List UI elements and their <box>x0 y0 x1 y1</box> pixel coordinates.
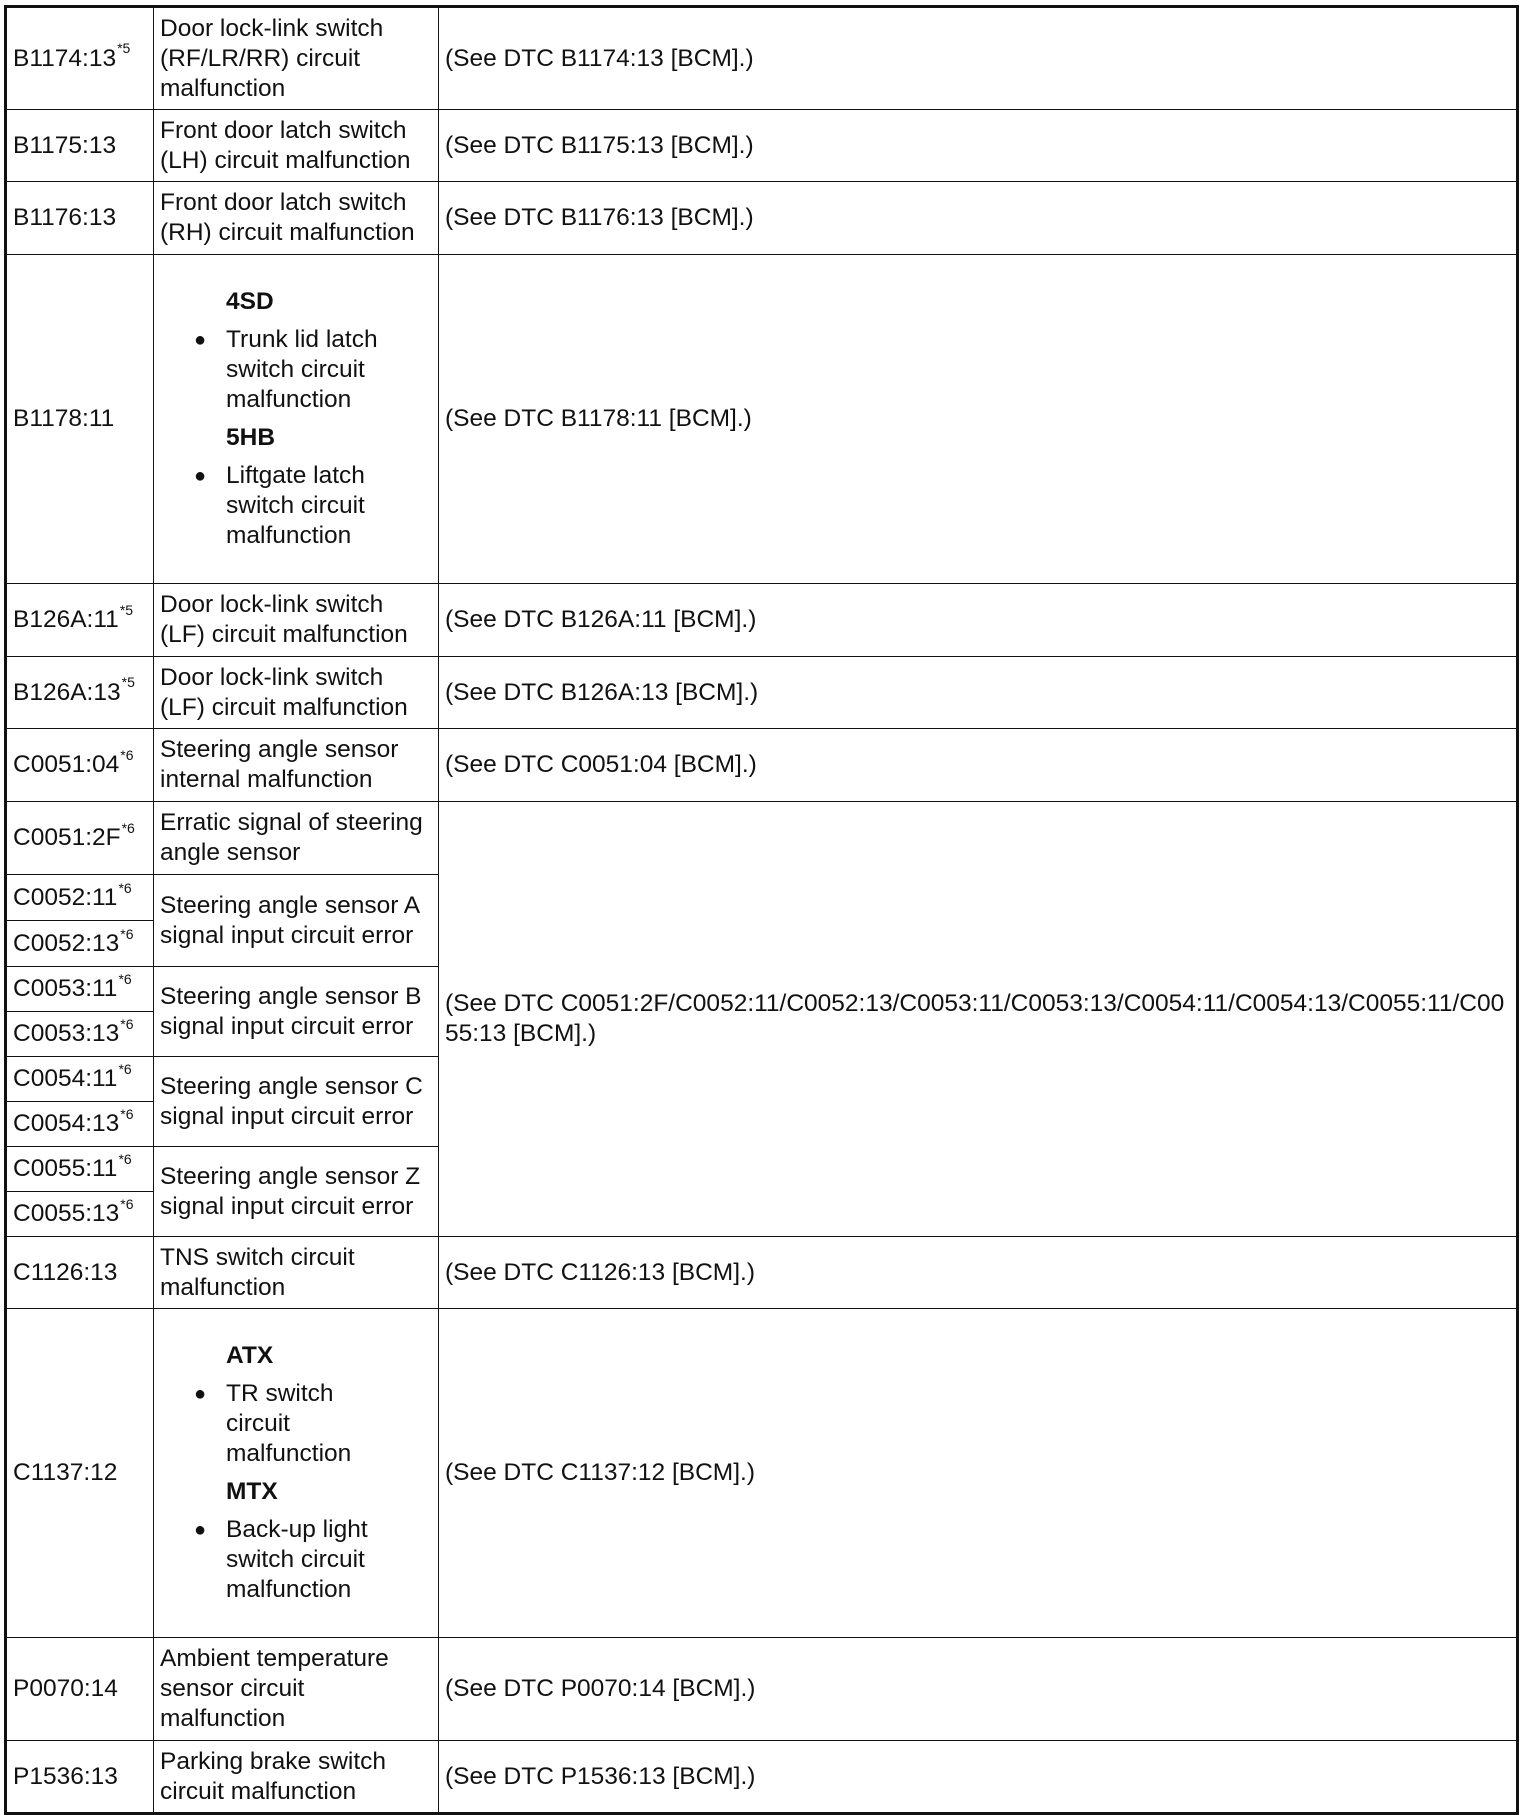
variant-label: MTX <box>226 1478 278 1505</box>
footnote-mark: *6 <box>120 925 134 942</box>
dtc-description: Front door latch switch (LH) circuit malfunction <box>154 110 439 182</box>
dtc-table <box>4 5 1519 1815</box>
dtc-reference: (See DTC C1126:13 [BCM].) <box>439 1237 1518 1309</box>
table-row <box>6 7 1518 110</box>
footnote-mark: *6 <box>118 1150 132 1167</box>
dtc-reference: (See DTC P1536:13 [BCM].) <box>439 1741 1518 1814</box>
dtc-code: B1175:13 <box>6 110 154 182</box>
footnote-mark: *6 <box>121 819 135 836</box>
footnote-mark: *6 <box>120 1015 134 1032</box>
dtc-code: C0054:11$^{*6}$ <box>13 1060 132 1092</box>
dtc-code: B1178:11 <box>6 255 154 584</box>
bullet-icon: ● <box>194 329 207 351</box>
footnote-mark: *5 <box>119 601 134 618</box>
dtc-code-pair <box>6 1057 154 1147</box>
bullet-icon: ● <box>194 1383 207 1405</box>
dtc-code: C0055:11$^{*6}$ <box>13 1150 132 1182</box>
dtc-description: Parking brake switch circuit malfunction <box>154 1741 439 1814</box>
dtc-code-pair <box>6 1147 154 1237</box>
bullet-icon: ● <box>194 1519 207 1541</box>
variant-item: ● TR switch circuit malfunction <box>194 1380 352 1467</box>
dtc-description: Front door latch switch (RH) circuit malfunction <box>154 182 439 255</box>
dtc-code-pair <box>6 967 154 1057</box>
table-row <box>6 1309 1518 1638</box>
dtc-description: Steering angle sensor C signal input circuit error <box>154 1057 439 1147</box>
dtc-code: C0055:13$^{*6}$ <box>7 1191 153 1236</box>
footnote-mark: *6 <box>120 1195 134 1212</box>
footnote-mark: *5 <box>121 674 135 691</box>
dtc-code: C1137:12 <box>6 1309 154 1638</box>
dtc-code: C0054:13$^{*6}$ <box>7 1101 153 1146</box>
bullet-icon: ● <box>194 465 207 487</box>
dtc-description: Ambient temperature sensor circuit malfunction <box>154 1638 439 1741</box>
dtc-code: C0052:13$^{*6}$ <box>7 920 153 966</box>
dtc-description: Steering angle sensor A signal input circuit error <box>154 875 439 967</box>
dtc-reference: (See DTC B1174:13 [BCM].) <box>439 7 1518 110</box>
dtc-reference: (See DTC B1178:11 [BCM].) <box>439 255 1518 584</box>
dtc-reference: (See DTC P0070:14 [BCM].) <box>439 1638 1518 1741</box>
dtc-description: Erratic signal of steering angle sensor <box>154 802 439 875</box>
dtc-description: Door lock-link switch (LF) circuit malfunction <box>154 657 439 729</box>
footnote-mark: *6 <box>118 1060 132 1077</box>
dtc-reference: (See DTC B1175:13 [BCM].) <box>439 110 1518 182</box>
dtc-reference: (See DTC B126A:11 [BCM].) <box>439 584 1518 657</box>
dtc-code: B126A:13$^{*5}$ <box>6 657 154 729</box>
variant-label: 4SD <box>226 288 274 315</box>
table-row <box>6 255 1518 584</box>
footnote-mark: *6 <box>118 970 132 987</box>
variant-label: 5HB <box>226 424 276 451</box>
dtc-description: Steering angle sensor Z signal input circuit error <box>154 1147 439 1237</box>
dtc-reference: (See DTC C1137:12 [BCM].) <box>439 1309 1518 1638</box>
table-row <box>6 1638 1518 1741</box>
table-row <box>6 182 1518 255</box>
footnote-mark: *6 <box>120 1105 134 1122</box>
dtc-code: C1126:13 <box>6 1237 154 1309</box>
dtc-code-pair <box>6 875 154 967</box>
dtc-code: C0051:04$^{*6}$ <box>6 729 154 802</box>
dtc-code: P0070:14 <box>6 1638 154 1741</box>
table-row <box>6 1741 1518 1814</box>
variant-item: ● Trunk lid latch switch circuit malfunction <box>194 326 378 413</box>
variant-item: ● Back-up light switch circuit malfunction <box>194 1516 368 1603</box>
variant-label: ATX <box>226 1342 274 1369</box>
dtc-code: B1176:13 <box>6 182 154 255</box>
table-row <box>6 1237 1518 1309</box>
dtc-code: C0053:11$^{*6}$ <box>13 970 132 1002</box>
dtc-code: $C0051:2F^{*6}$ <box>6 802 154 875</box>
dtc-reference: (See DTC C0051:04 [BCM].) <box>439 729 1518 802</box>
dtc-description: TNS switch circuit malfunction <box>154 1237 439 1309</box>
table-row <box>6 729 1518 802</box>
dtc-description <box>154 1309 439 1638</box>
dtc-description: Steering angle sensor internal malfunction <box>154 729 439 802</box>
footnote-mark: *6 <box>120 746 134 763</box>
dtc-code: B126A:11$^{*5}$ <box>6 584 154 657</box>
dtc-reference: (See DTC C0051:2F/C0052:11/C0052:13/C0053:11/C0053:13/C0054:11/C0054:13/C0055:11/C0055:13 [BCM].) <box>439 802 1518 1237</box>
dtc-description: Door lock-link switch (LF) circuit malfunction <box>154 584 439 657</box>
table-row <box>6 657 1518 729</box>
dtc-code: B1174:13$^{*5}$ <box>6 7 154 110</box>
footnote-mark: *5 <box>117 40 131 57</box>
table-row <box>6 584 1518 657</box>
dtc-code: C0052:11$^{*6}$ <box>13 879 132 911</box>
dtc-description: Door lock-link switch (RF/LR/RR) circuit malfunction <box>154 7 439 110</box>
table-row <box>6 802 1518 875</box>
dtc-code: C0053:13$^{*6}$ <box>7 1011 153 1056</box>
table-row <box>6 110 1518 182</box>
dtc-code: P1536:13 <box>6 1741 154 1814</box>
dtc-reference: (See DTC B1176:13 [BCM].) <box>439 182 1518 255</box>
dtc-reference: (See DTC B126A:13 [BCM].) <box>439 657 1518 729</box>
footnote-mark: *6 <box>118 879 132 896</box>
dtc-description: Steering angle sensor B signal input circuit error <box>154 967 439 1057</box>
variant-item: ● Liftgate latch switch circuit malfunction <box>194 462 365 549</box>
dtc-description <box>154 255 439 584</box>
